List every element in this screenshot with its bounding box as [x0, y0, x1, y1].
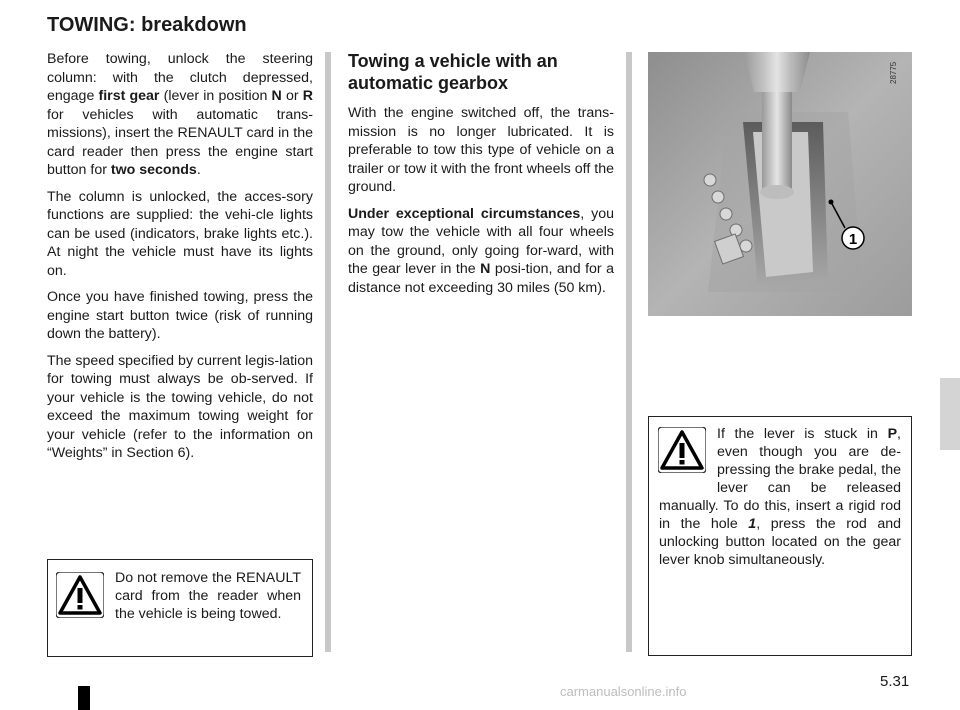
paragraph-finished: Once you have finished towing, press the engine start button twice (risk of running down the battery). [47, 289, 313, 342]
gear-lever-photo [648, 52, 912, 316]
warning-box-card [47, 559, 313, 657]
callout-label: 1 [848, 231, 858, 248]
paragraph-speed: The speed specified by current legis-lation for towing must always be ob-served. If your vehicle is the towing vehicle, do not exceed the maximum towing weight for your vehicle (refer to the information on “Weights” in Section 6). [47, 352, 313, 461]
section-heading: Towing a vehicle with an automatic gearbox [348, 51, 558, 93]
paragraph-unlock: Before towing, unlock the steering column: with the clutch depressed, engage first gear (lever in position N or R for vehicles with automatic trans-missions), insert the RENAULT card in the card reader then press the engine start button for two seconds. [47, 51, 313, 178]
warning-icon [56, 572, 104, 618]
column-divider-left [325, 52, 331, 652]
watermark: carmanualsonline.info [560, 684, 687, 699]
warning-box-lever [648, 416, 912, 656]
crop-mark [78, 686, 90, 710]
column-middle [348, 50, 614, 305]
paragraph-accessories: The column is unlocked, the acces-sory functions are supplied: the vehi-cle lights can be used (indicators, brake lights etc.). At night the vehicle must have its lights on. [47, 188, 313, 279]
warning-text-card: Do not remove the RENAULT card from the reader when the vehicle is being towed. [115, 570, 301, 622]
section-tab [940, 378, 960, 450]
gear-lever-illustration [648, 52, 912, 316]
image-reference: 28775 [889, 61, 898, 84]
warning-text-lever: If the lever is stuck in P, even though you are de-pressing the brake pedal, the lever can be released manually. To do this, insert a rigid rod in the hole 1, press the rod and unlocking button located on the gear lever knob simultaneously. [659, 426, 901, 568]
paragraph-exceptional: Under exceptional circumstances, you may tow the vehicle with all four wheels on the ground, only going for-ward, with the gear lever in the N posi-tion, and for a distance not exceeding 30 miles (50 km). [348, 205, 615, 296]
column-left [47, 50, 313, 471]
page-title: TOWING: breakdown [47, 14, 247, 36]
paragraph-lubrication: With the engine switched off, the trans-mission is no longer lubricated. It is preferable to tow this type of vehicle on a trailer or tow it with the front wheels off the ground. [348, 105, 614, 195]
page-number: 5.31 [880, 673, 910, 690]
column-divider-right [626, 52, 632, 652]
